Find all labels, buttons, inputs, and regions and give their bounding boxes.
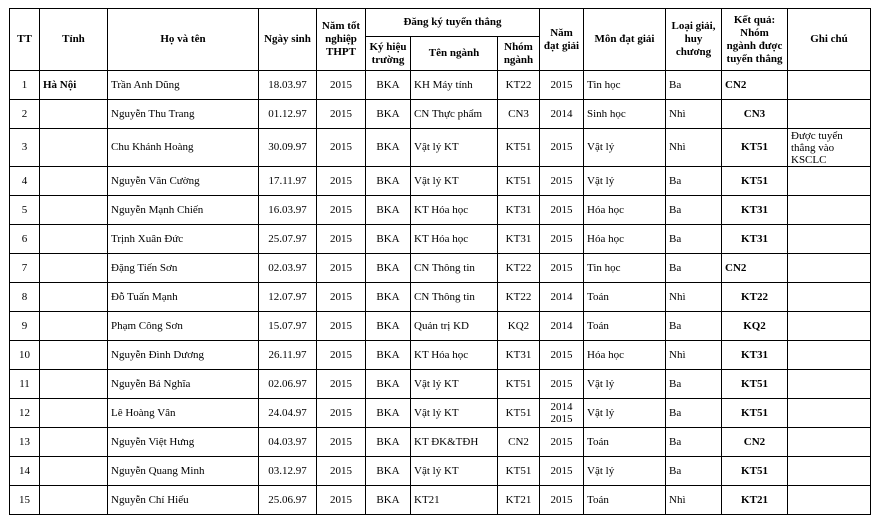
- cell-graduation-year: 2015: [317, 312, 366, 341]
- cell-award-type: Ba: [666, 254, 722, 283]
- cell-date-of-birth: 16.03.97: [259, 196, 317, 225]
- cell-province: [40, 399, 108, 428]
- cell-major-group: KQ2: [498, 312, 540, 341]
- cell-date-of-birth: 24.04.97: [259, 399, 317, 428]
- cell-date-of-birth: 02.06.97: [259, 370, 317, 399]
- cell-major-name: CN Thông tin: [411, 254, 498, 283]
- cell-award-type: Nhì: [666, 100, 722, 129]
- cell-graduation-year: 2015: [317, 370, 366, 399]
- cell-notes: [788, 312, 871, 341]
- cell-row-number: 12: [10, 399, 40, 428]
- cell-date-of-birth: 17.11.97: [259, 167, 317, 196]
- cell-graduation-year: 2015: [317, 283, 366, 312]
- cell-award-type: Nhì: [666, 486, 722, 515]
- cell-full-name: Nguyễn Bá Nghĩa: [108, 370, 259, 399]
- cell-school-code: BKA: [366, 283, 411, 312]
- cell-graduation-year: 2015: [317, 486, 366, 515]
- cell-school-code: BKA: [366, 428, 411, 457]
- cell-school-code: BKA: [366, 341, 411, 370]
- cell-graduation-year: 2015: [317, 71, 366, 100]
- cell-row-number: 7: [10, 254, 40, 283]
- cell-notes: [788, 196, 871, 225]
- cell-province: [40, 486, 108, 515]
- cell-award-subject: Vật lý: [584, 129, 666, 167]
- table-row: [10, 254, 871, 283]
- cell-province: [40, 428, 108, 457]
- cell-graduation-year: 2015: [317, 167, 366, 196]
- cell-province: Hà Nội: [40, 71, 108, 100]
- cell-result: CN2: [722, 71, 788, 100]
- cell-province: [40, 254, 108, 283]
- cell-major-group: KT31: [498, 341, 540, 370]
- header-graduation-year: Năm tốt nghiệp THPT: [317, 9, 366, 71]
- cell-award-year: 2015: [540, 129, 584, 167]
- cell-award-year: 2015: [540, 341, 584, 370]
- cell-graduation-year: 2015: [317, 100, 366, 129]
- cell-major-name: Vật lý KT: [411, 457, 498, 486]
- cell-result: KT21: [722, 486, 788, 515]
- cell-notes: [788, 457, 871, 486]
- cell-graduation-year: 2015: [317, 129, 366, 167]
- cell-major-name: KT ĐK&TĐH: [411, 428, 498, 457]
- cell-full-name: Nguyễn Chí Hiếu: [108, 486, 259, 515]
- cell-award-type: Nhì: [666, 283, 722, 312]
- cell-notes: [788, 71, 871, 100]
- cell-major-group: KT51: [498, 129, 540, 167]
- cell-award-year: 2014: [540, 283, 584, 312]
- cell-award-subject: Toán: [584, 428, 666, 457]
- cell-major-group: CN3: [498, 100, 540, 129]
- cell-row-number: 5: [10, 196, 40, 225]
- cell-school-code: BKA: [366, 100, 411, 129]
- cell-date-of-birth: 02.03.97: [259, 254, 317, 283]
- cell-province: [40, 100, 108, 129]
- table-row: [10, 486, 871, 515]
- cell-notes: [788, 486, 871, 515]
- cell-result: KT51: [722, 399, 788, 428]
- cell-major-name: KT21: [411, 486, 498, 515]
- cell-row-number: 4: [10, 167, 40, 196]
- cell-major-group: KT22: [498, 254, 540, 283]
- table-row: [10, 312, 871, 341]
- cell-province: [40, 225, 108, 254]
- table-row: [10, 100, 871, 129]
- cell-province: [40, 196, 108, 225]
- cell-row-number: 3: [10, 129, 40, 167]
- cell-award-year: 2015: [540, 457, 584, 486]
- table-row: [10, 428, 871, 457]
- cell-major-group: CN2: [498, 428, 540, 457]
- cell-award-year: 2015: [540, 225, 584, 254]
- header-award-subject: Môn đạt giải: [584, 9, 666, 71]
- cell-school-code: BKA: [366, 167, 411, 196]
- cell-result: KT51: [722, 129, 788, 167]
- cell-graduation-year: 2015: [317, 399, 366, 428]
- cell-row-number: 6: [10, 225, 40, 254]
- header-notes: Ghi chú: [788, 9, 871, 71]
- cell-full-name: Trần Anh Dũng: [108, 71, 259, 100]
- cell-result: KQ2: [722, 312, 788, 341]
- cell-date-of-birth: 18.03.97: [259, 71, 317, 100]
- cell-date-of-birth: 25.07.97: [259, 225, 317, 254]
- cell-award-year: 2015: [540, 428, 584, 457]
- cell-school-code: BKA: [366, 225, 411, 254]
- cell-award-year: 2015: [540, 71, 584, 100]
- cell-award-subject: Tin học: [584, 71, 666, 100]
- cell-row-number: 15: [10, 486, 40, 515]
- cell-award-subject: Vật lý: [584, 167, 666, 196]
- cell-school-code: BKA: [366, 399, 411, 428]
- cell-award-subject: Toán: [584, 312, 666, 341]
- cell-full-name: Nguyễn Thu Trang: [108, 100, 259, 129]
- cell-province: [40, 457, 108, 486]
- cell-award-subject: Vật lý: [584, 399, 666, 428]
- cell-graduation-year: 2015: [317, 341, 366, 370]
- cell-award-year: 2015: [540, 486, 584, 515]
- cell-result: CN2: [722, 428, 788, 457]
- cell-major-name: Vật lý KT: [411, 370, 498, 399]
- cell-province: [40, 167, 108, 196]
- cell-award-year: 2015: [540, 167, 584, 196]
- cell-date-of-birth: 01.12.97: [259, 100, 317, 129]
- cell-full-name: Đỗ Tuấn Mạnh: [108, 283, 259, 312]
- table-row: [10, 370, 871, 399]
- header-major-name: Tên ngành: [411, 37, 498, 71]
- cell-result: KT51: [722, 457, 788, 486]
- cell-notes: [788, 167, 871, 196]
- header-result: Kết quả: Nhóm ngành được tuyển thẳng: [722, 9, 788, 71]
- cell-award-year: 2014 2015: [540, 399, 584, 428]
- cell-full-name: Nguyễn Văn Cường: [108, 167, 259, 196]
- cell-row-number: 14: [10, 457, 40, 486]
- cell-date-of-birth: 30.09.97: [259, 129, 317, 167]
- cell-school-code: BKA: [366, 312, 411, 341]
- cell-award-type: Ba: [666, 312, 722, 341]
- cell-major-name: Vật lý KT: [411, 399, 498, 428]
- cell-result: CN2: [722, 254, 788, 283]
- cell-award-year: 2014: [540, 100, 584, 129]
- cell-major-name: CN Thực phẩm: [411, 100, 498, 129]
- table-row: [10, 167, 871, 196]
- cell-notes: [788, 283, 871, 312]
- cell-award-type: Ba: [666, 457, 722, 486]
- cell-row-number: 13: [10, 428, 40, 457]
- cell-school-code: BKA: [366, 196, 411, 225]
- cell-province: [40, 312, 108, 341]
- cell-date-of-birth: 12.07.97: [259, 283, 317, 312]
- cell-award-type: Nhì: [666, 341, 722, 370]
- cell-award-type: Ba: [666, 225, 722, 254]
- cell-full-name: Nguyễn Việt Hưng: [108, 428, 259, 457]
- cell-full-name: Phạm Công Sơn: [108, 312, 259, 341]
- cell-award-type: Ba: [666, 370, 722, 399]
- cell-graduation-year: 2015: [317, 428, 366, 457]
- cell-full-name: Trịnh Xuân Đức: [108, 225, 259, 254]
- cell-award-year: 2015: [540, 370, 584, 399]
- cell-major-name: CN Thông tin: [411, 283, 498, 312]
- cell-award-subject: Hóa học: [584, 341, 666, 370]
- cell-award-subject: Vật lý: [584, 457, 666, 486]
- cell-date-of-birth: 25.06.97: [259, 486, 317, 515]
- cell-province: [40, 370, 108, 399]
- cell-award-subject: Toán: [584, 486, 666, 515]
- cell-school-code: BKA: [366, 370, 411, 399]
- table-row: [10, 196, 871, 225]
- cell-award-year: 2015: [540, 254, 584, 283]
- table-row: [10, 283, 871, 312]
- cell-major-group: KT51: [498, 399, 540, 428]
- cell-major-name: Quản trị KD: [411, 312, 498, 341]
- header-award-year: Năm đạt giải: [540, 9, 584, 71]
- cell-graduation-year: 2015: [317, 225, 366, 254]
- cell-award-subject: Toán: [584, 283, 666, 312]
- header-school-code: Ký hiệu trường: [366, 37, 411, 71]
- cell-full-name: Nguyễn Quang Minh: [108, 457, 259, 486]
- table-row: [10, 129, 871, 167]
- cell-major-group: KT51: [498, 457, 540, 486]
- cell-award-subject: Hóa học: [584, 225, 666, 254]
- table-body: [10, 71, 871, 515]
- cell-award-type: Nhì: [666, 129, 722, 167]
- cell-award-type: Ba: [666, 399, 722, 428]
- cell-award-subject: Tin học: [584, 254, 666, 283]
- cell-school-code: BKA: [366, 486, 411, 515]
- admission-table: [9, 8, 871, 515]
- cell-graduation-year: 2015: [317, 457, 366, 486]
- cell-full-name: Đặng Tiến Sơn: [108, 254, 259, 283]
- cell-result: KT31: [722, 196, 788, 225]
- cell-result: KT51: [722, 370, 788, 399]
- cell-major-group: KT51: [498, 167, 540, 196]
- cell-row-number: 10: [10, 341, 40, 370]
- cell-result: KT22: [722, 283, 788, 312]
- cell-date-of-birth: 26.11.97: [259, 341, 317, 370]
- cell-notes: [788, 399, 871, 428]
- cell-notes: [788, 225, 871, 254]
- cell-school-code: BKA: [366, 457, 411, 486]
- cell-award-subject: Sinh học: [584, 100, 666, 129]
- cell-award-type: Ba: [666, 428, 722, 457]
- cell-award-type: Ba: [666, 196, 722, 225]
- table-row: [10, 399, 871, 428]
- cell-row-number: 11: [10, 370, 40, 399]
- cell-notes: [788, 341, 871, 370]
- table-row: [10, 71, 871, 100]
- cell-province: [40, 283, 108, 312]
- cell-graduation-year: 2015: [317, 196, 366, 225]
- table-row: [10, 225, 871, 254]
- cell-major-group: KT21: [498, 486, 540, 515]
- cell-full-name: Lê Hoàng Vân: [108, 399, 259, 428]
- header-award-type: Loại giải, huy chương: [666, 9, 722, 71]
- cell-result: CN3: [722, 100, 788, 129]
- cell-school-code: BKA: [366, 129, 411, 167]
- cell-major-name: KT Hóa học: [411, 225, 498, 254]
- header-major-group: Nhóm ngành: [498, 37, 540, 71]
- cell-notes: [788, 428, 871, 457]
- cell-major-group: KT31: [498, 196, 540, 225]
- cell-major-group: KT31: [498, 225, 540, 254]
- cell-major-name: Vật lý KT: [411, 167, 498, 196]
- cell-row-number: 9: [10, 312, 40, 341]
- header-direct-admission-registration: Đăng ký tuyển thẳng: [366, 9, 540, 37]
- cell-award-type: Ba: [666, 71, 722, 100]
- cell-notes: [788, 100, 871, 129]
- cell-major-name: KT Hóa học: [411, 341, 498, 370]
- table-row: [10, 457, 871, 486]
- cell-row-number: 2: [10, 100, 40, 129]
- cell-school-code: BKA: [366, 254, 411, 283]
- cell-major-name: KT Hóa học: [411, 196, 498, 225]
- table-row: [10, 341, 871, 370]
- cell-full-name: Nguyễn Đình Dương: [108, 341, 259, 370]
- cell-school-code: BKA: [366, 71, 411, 100]
- cell-row-number: 1: [10, 71, 40, 100]
- cell-date-of-birth: 15.07.97: [259, 312, 317, 341]
- cell-notes: [788, 370, 871, 399]
- cell-major-name: KH Máy tính: [411, 71, 498, 100]
- header-province: Tỉnh: [40, 9, 108, 71]
- cell-full-name: Chu Khánh Hoàng: [108, 129, 259, 167]
- cell-province: [40, 341, 108, 370]
- cell-award-subject: Hóa học: [584, 196, 666, 225]
- cell-result: KT31: [722, 341, 788, 370]
- cell-major-group: KT22: [498, 283, 540, 312]
- cell-award-subject: Vật lý: [584, 370, 666, 399]
- cell-notes: Được tuyển thẳng vào KSCLC: [788, 129, 871, 167]
- cell-award-type: Ba: [666, 167, 722, 196]
- cell-row-number: 8: [10, 283, 40, 312]
- cell-full-name: Nguyễn Mạnh Chiến: [108, 196, 259, 225]
- header-date-of-birth: Ngày sinh: [259, 9, 317, 71]
- cell-result: KT31: [722, 225, 788, 254]
- cell-award-year: 2014: [540, 312, 584, 341]
- cell-major-name: Vật lý KT: [411, 129, 498, 167]
- cell-major-group: KT22: [498, 71, 540, 100]
- cell-date-of-birth: 04.03.97: [259, 428, 317, 457]
- cell-notes: [788, 254, 871, 283]
- header-full-name: Họ và tên: [108, 9, 259, 71]
- header-tt: TT: [10, 9, 40, 71]
- cell-result: KT51: [722, 167, 788, 196]
- cell-award-year: 2015: [540, 196, 584, 225]
- cell-date-of-birth: 03.12.97: [259, 457, 317, 486]
- cell-province: [40, 129, 108, 167]
- cell-major-group: KT51: [498, 370, 540, 399]
- cell-graduation-year: 2015: [317, 254, 366, 283]
